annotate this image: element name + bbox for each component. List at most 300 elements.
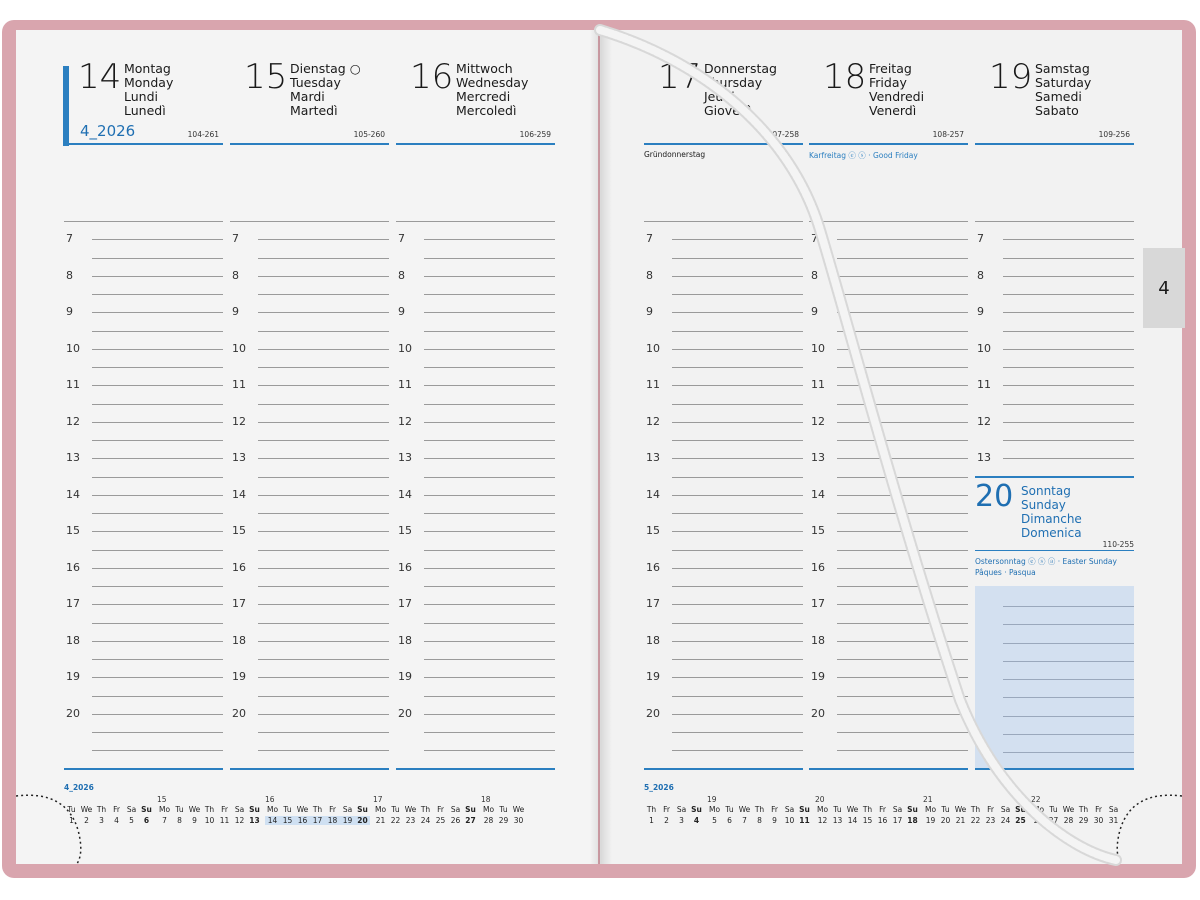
hour-label: 7 xyxy=(977,232,984,245)
hour-label: 7 xyxy=(232,232,239,245)
weekday-label: Th xyxy=(754,805,765,814)
weekday-label: Mo xyxy=(816,805,829,814)
day-of-year: 110-255 xyxy=(1102,540,1134,549)
hour-label: 20 xyxy=(232,707,246,720)
hour-line xyxy=(837,349,968,350)
day-of-year: 106-259 xyxy=(519,130,551,139)
half-hour-line xyxy=(92,477,223,478)
hour-label: 18 xyxy=(646,634,660,647)
right-page xyxy=(600,30,1182,864)
half-hour-line xyxy=(672,513,803,514)
weekday-label: Tu xyxy=(283,805,292,814)
day-column-18 xyxy=(809,30,968,864)
week-number: 20 xyxy=(815,795,825,804)
day-names: Samstag Saturday Samedi Sabato xyxy=(1035,61,1092,118)
half-hour-line xyxy=(424,659,555,660)
half-hour-line xyxy=(1003,404,1134,405)
week-number: 22 xyxy=(1031,795,1041,804)
weekday-label: Th xyxy=(862,805,873,814)
hour-label: 12 xyxy=(232,415,246,428)
date-cell: 25 xyxy=(435,816,446,825)
hour-line xyxy=(424,677,555,678)
half-hour-line xyxy=(837,404,968,405)
hour-label: 8 xyxy=(977,269,984,282)
hour-label: 8 xyxy=(66,269,73,282)
holiday-label: Karfreitag ⓔ ⓢ · Good Friday xyxy=(809,151,918,160)
half-hour-line xyxy=(837,477,968,478)
hour-label: 9 xyxy=(398,305,405,318)
weekday-label: We xyxy=(188,805,201,814)
half-hour-line xyxy=(837,367,968,368)
hour-line xyxy=(837,604,968,605)
weekday-label: Su xyxy=(799,805,810,814)
date-cell: 12 xyxy=(817,816,828,825)
hour-line xyxy=(672,604,803,605)
date-cell: 21 xyxy=(955,816,966,825)
date-cell: 16 xyxy=(877,816,888,825)
half-hour-line xyxy=(92,623,223,624)
half-hour-line xyxy=(837,440,968,441)
hour-line xyxy=(92,714,223,715)
hour-line xyxy=(424,641,555,642)
hour-label: 17 xyxy=(232,597,246,610)
weekday-label: Su xyxy=(357,805,368,814)
month-tab[interactable] xyxy=(1143,248,1185,328)
half-hour-line xyxy=(672,331,803,332)
hour-label: 13 xyxy=(398,451,412,464)
hour-line xyxy=(92,349,223,350)
half-hour-line xyxy=(672,750,803,751)
date-cell: 23 xyxy=(405,816,416,825)
hour-line xyxy=(424,276,555,277)
half-hour-line xyxy=(837,732,968,733)
hour-label: 11 xyxy=(811,378,825,391)
mini-calendar-label: 4_2026 xyxy=(64,783,94,792)
weekday-label: Fr xyxy=(437,805,444,814)
date-cell: 6 xyxy=(143,816,150,825)
hour-label: 14 xyxy=(66,488,80,501)
hour-line xyxy=(672,641,803,642)
half-hour-line xyxy=(92,258,223,259)
hour-line xyxy=(258,239,389,240)
sunday-number: 20 xyxy=(975,479,1014,514)
hour-label: 18 xyxy=(66,634,80,647)
weekday-label: Th xyxy=(204,805,215,814)
hour-line xyxy=(672,714,803,715)
weekday-label: Th xyxy=(1078,805,1089,814)
half-hour-line xyxy=(975,221,1134,222)
hour-line xyxy=(672,568,803,569)
weekday-label: Sa xyxy=(784,805,795,814)
hour-label: 18 xyxy=(232,634,246,647)
hour-label: 13 xyxy=(646,451,660,464)
hour-line xyxy=(258,531,389,532)
date-cell: 10 xyxy=(204,816,215,825)
hour-label: 14 xyxy=(232,488,246,501)
half-hour-line xyxy=(672,732,803,733)
date-cell: 11 xyxy=(219,816,230,825)
half-hour-line xyxy=(672,294,803,295)
weekday-label: Mo xyxy=(158,805,171,814)
hour-label: 9 xyxy=(811,305,818,318)
hour-label: 7 xyxy=(646,232,653,245)
sunday-names: Sonntag Sunday Dimanche Domenica xyxy=(1021,484,1082,540)
date-cell: 22 xyxy=(970,816,981,825)
date-cell: 28 xyxy=(483,816,494,825)
weekday-label: Su xyxy=(465,805,476,814)
hour-line xyxy=(424,385,555,386)
weekday-label: Fr xyxy=(113,805,120,814)
day-column-16 xyxy=(396,30,555,864)
hour-line xyxy=(92,239,223,240)
date-cell: 28 xyxy=(1063,816,1074,825)
hour-label: 7 xyxy=(398,232,405,245)
hour-line xyxy=(424,568,555,569)
hour-line xyxy=(92,422,223,423)
half-hour-line xyxy=(672,659,803,660)
hour-label: 11 xyxy=(232,378,246,391)
weekday-label: Fr xyxy=(771,805,778,814)
date-cell: 7 xyxy=(162,816,167,825)
hour-label: 12 xyxy=(398,415,412,428)
hour-label: 9 xyxy=(232,305,239,318)
hour-line xyxy=(837,239,968,240)
hour-label: 10 xyxy=(646,342,660,355)
hour-label: 13 xyxy=(66,451,80,464)
half-hour-line xyxy=(258,440,389,441)
date-cell: 30 xyxy=(513,816,524,825)
day-of-year: 108-257 xyxy=(932,130,964,139)
hour-label: 17 xyxy=(811,597,825,610)
half-hour-line xyxy=(837,586,968,587)
half-hour-line xyxy=(837,513,968,514)
sunday-line xyxy=(1003,697,1134,698)
hour-line xyxy=(672,276,803,277)
day-names: Freitag Friday Vendredi Venerdì xyxy=(869,61,925,118)
half-hour-line xyxy=(92,696,223,697)
weekday-label: Tu xyxy=(175,805,184,814)
day-number: 16 xyxy=(410,57,454,97)
day-footer-line xyxy=(644,768,803,770)
half-hour-line xyxy=(258,586,389,587)
hour-label: 15 xyxy=(398,524,412,537)
half-hour-line xyxy=(837,623,968,624)
hour-label: 12 xyxy=(977,415,991,428)
hour-label: 17 xyxy=(398,597,412,610)
weekday-label: Su xyxy=(907,805,918,814)
day-column-14 xyxy=(64,30,223,864)
sunday-block xyxy=(975,476,1134,770)
date-cell: 5 xyxy=(712,816,717,825)
hour-label: 19 xyxy=(66,670,80,683)
weekday-label: Mo xyxy=(708,805,721,814)
day-names: Donnerstag Thursday Jeudi Giovedì xyxy=(704,61,777,118)
hour-label: 11 xyxy=(66,378,80,391)
half-hour-line xyxy=(424,696,555,697)
hour-label: 11 xyxy=(398,378,412,391)
sunday-line xyxy=(1003,716,1134,717)
holiday-label: Gründonnerstag xyxy=(644,150,706,159)
hour-label: 13 xyxy=(232,451,246,464)
weekday-label: Tu xyxy=(499,805,508,814)
day-footer-line xyxy=(809,768,968,770)
weekday-label: Fr xyxy=(879,805,886,814)
half-hour-line xyxy=(258,367,389,368)
hour-label: 18 xyxy=(398,634,412,647)
date-cell: 13 xyxy=(832,816,843,825)
weekday-label: Th xyxy=(96,805,107,814)
date-cell: 20 xyxy=(355,816,370,825)
hour-label: 8 xyxy=(398,269,405,282)
day-names: Mittwoch Wednesday Mercredi Mercoledì xyxy=(456,61,529,118)
date-cell: 26 xyxy=(1033,816,1044,825)
hour-line xyxy=(837,495,968,496)
hour-label: 11 xyxy=(646,378,660,391)
hour-line xyxy=(672,239,803,240)
full-moon-icon: ○ xyxy=(349,61,361,76)
week-number: 18 xyxy=(481,795,491,804)
half-hour-line xyxy=(424,550,555,551)
hour-label: 12 xyxy=(811,415,825,428)
hour-label: 13 xyxy=(811,451,825,464)
hour-line xyxy=(837,641,968,642)
day-footer-line xyxy=(396,768,555,770)
half-hour-line xyxy=(424,623,555,624)
date-cell: 14 xyxy=(265,816,280,825)
day-column-17 xyxy=(644,30,803,864)
half-hour-line xyxy=(258,623,389,624)
mini-calendar-label: 5_2026 xyxy=(644,783,674,792)
half-hour-line xyxy=(1003,331,1134,332)
day-header-line xyxy=(64,143,223,145)
date-cell: 3 xyxy=(99,816,104,825)
half-hour-line xyxy=(672,696,803,697)
sunday-line xyxy=(1003,752,1134,753)
half-hour-line xyxy=(424,294,555,295)
day-of-year: 109-256 xyxy=(1098,130,1130,139)
date-cell: 11 xyxy=(799,816,810,825)
half-hour-line xyxy=(837,331,968,332)
hour-line xyxy=(92,458,223,459)
hour-line xyxy=(1003,458,1134,459)
sunday-line xyxy=(1003,679,1134,680)
weekday-label: Tu xyxy=(67,805,76,814)
hour-line xyxy=(672,495,803,496)
hour-label: 19 xyxy=(646,670,660,683)
hour-label: 16 xyxy=(811,561,825,574)
half-hour-line xyxy=(92,331,223,332)
half-hour-line xyxy=(672,623,803,624)
date-cell: 27 xyxy=(465,816,476,825)
half-hour-line xyxy=(396,221,555,222)
weekday-label: Tu xyxy=(1049,805,1058,814)
weekday-label: Fr xyxy=(1095,805,1102,814)
hour-line xyxy=(1003,239,1134,240)
half-hour-line xyxy=(809,221,968,222)
half-hour-line xyxy=(672,258,803,259)
half-hour-line xyxy=(1003,258,1134,259)
hour-line xyxy=(258,568,389,569)
hour-label: 15 xyxy=(811,524,825,537)
half-hour-line xyxy=(258,732,389,733)
weekday-label: Tu xyxy=(833,805,842,814)
day-footer-line xyxy=(230,768,389,770)
date-cell: 13 xyxy=(249,816,260,825)
hour-label: 9 xyxy=(66,305,73,318)
weekday-label: Sa xyxy=(234,805,245,814)
hour-label: 16 xyxy=(646,561,660,574)
weekday-label: Tu xyxy=(725,805,734,814)
weekday-label: Sa xyxy=(1108,805,1119,814)
hour-line xyxy=(258,677,389,678)
weekday-label: Mo xyxy=(266,805,279,814)
hour-label: 18 xyxy=(811,634,825,647)
weekday-label: Sa xyxy=(676,805,687,814)
half-hour-line xyxy=(644,221,803,222)
date-cell: 14 xyxy=(847,816,858,825)
day-number: 15 xyxy=(244,57,288,97)
hour-label: 10 xyxy=(66,342,80,355)
hour-line xyxy=(837,568,968,569)
week-number: 16 xyxy=(265,795,275,804)
hour-line xyxy=(92,677,223,678)
half-hour-line xyxy=(837,550,968,551)
date-cell: 21 xyxy=(375,816,386,825)
sunday-line xyxy=(1003,661,1134,662)
day-footer-line xyxy=(975,768,1134,770)
hour-line xyxy=(258,276,389,277)
sunday-line xyxy=(1003,606,1134,607)
day-header-line xyxy=(975,143,1134,145)
half-hour-line xyxy=(424,258,555,259)
month-tab-label: 4 xyxy=(1158,277,1170,299)
hour-line xyxy=(424,458,555,459)
hour-label: 19 xyxy=(232,670,246,683)
half-hour-line xyxy=(92,586,223,587)
hour-line xyxy=(424,312,555,313)
weekday-label: Th xyxy=(420,805,431,814)
month-label: 4_2026 xyxy=(80,122,136,140)
hour-label: 17 xyxy=(646,597,660,610)
half-hour-line xyxy=(92,404,223,405)
weekday-label: Sa xyxy=(1000,805,1011,814)
hour-label: 9 xyxy=(646,305,653,318)
date-cell: 7 xyxy=(742,816,747,825)
weekday-label: Mo xyxy=(374,805,387,814)
weekday-label: Fr xyxy=(987,805,994,814)
half-hour-line xyxy=(424,750,555,751)
weekday-label: Fr xyxy=(221,805,228,814)
weekday-label: Fr xyxy=(329,805,336,814)
hour-label: 17 xyxy=(66,597,80,610)
half-hour-line xyxy=(837,696,968,697)
weekday-label: Th xyxy=(312,805,323,814)
date-cell: 20 xyxy=(940,816,951,825)
date-cell: 30 xyxy=(1093,816,1104,825)
date-cell: 15 xyxy=(280,816,295,825)
date-cell: 19 xyxy=(340,816,355,825)
half-hour-line xyxy=(1003,367,1134,368)
date-cell: 8 xyxy=(177,816,182,825)
half-hour-line xyxy=(1003,440,1134,441)
hour-line xyxy=(1003,312,1134,313)
day-names: Montag Monday Lundi Lunedì xyxy=(124,61,174,118)
hour-line xyxy=(92,495,223,496)
date-cell: 18 xyxy=(907,816,918,825)
day-number: 17 xyxy=(658,57,702,97)
hour-label: 20 xyxy=(646,707,660,720)
half-hour-line xyxy=(92,659,223,660)
hour-label: 7 xyxy=(811,232,818,245)
weekday-label: Th xyxy=(970,805,981,814)
weekday-label: We xyxy=(296,805,309,814)
half-hour-line xyxy=(424,586,555,587)
hour-line xyxy=(672,385,803,386)
date-cell: 2 xyxy=(84,816,89,825)
day-column-15 xyxy=(230,30,389,864)
week-number: 21 xyxy=(923,795,933,804)
day-number: 18 xyxy=(823,57,867,97)
week-number: 19 xyxy=(707,795,717,804)
hour-line xyxy=(258,312,389,313)
hour-line xyxy=(672,422,803,423)
half-hour-line xyxy=(258,696,389,697)
hour-line xyxy=(424,495,555,496)
date-cell: 26 xyxy=(450,816,461,825)
day-number: 19 xyxy=(989,57,1033,97)
hour-line xyxy=(672,531,803,532)
hour-label: 11 xyxy=(977,378,991,391)
date-cell: 17 xyxy=(310,816,325,825)
day-of-year: 104-261 xyxy=(187,130,219,139)
hour-line xyxy=(424,531,555,532)
half-hour-line xyxy=(424,732,555,733)
hour-label: 16 xyxy=(66,561,80,574)
weekday-label: Sa xyxy=(450,805,461,814)
weekday-label: Su xyxy=(249,805,260,814)
half-hour-line xyxy=(258,513,389,514)
hour-line xyxy=(92,568,223,569)
page-curve-decoration xyxy=(16,790,96,864)
date-cell: 12 xyxy=(234,816,245,825)
hour-label: 16 xyxy=(398,561,412,574)
hour-label: 19 xyxy=(398,670,412,683)
hour-label: 10 xyxy=(977,342,991,355)
hour-line xyxy=(424,239,555,240)
hour-line xyxy=(837,531,968,532)
weekday-label: We xyxy=(404,805,417,814)
date-cell: 9 xyxy=(772,816,777,825)
hour-label: 10 xyxy=(398,342,412,355)
half-hour-line xyxy=(837,750,968,751)
date-cell: 5 xyxy=(129,816,134,825)
hour-label: 16 xyxy=(232,561,246,574)
half-hour-line xyxy=(92,550,223,551)
half-hour-line xyxy=(64,221,223,222)
hour-line xyxy=(92,276,223,277)
hour-line xyxy=(258,641,389,642)
day-header-line xyxy=(396,143,555,145)
half-hour-line xyxy=(424,440,555,441)
hour-line xyxy=(837,458,968,459)
hour-line xyxy=(258,349,389,350)
date-cell: 1 xyxy=(69,816,74,825)
half-hour-line xyxy=(258,404,389,405)
weekday-label: We xyxy=(512,805,525,814)
half-hour-line xyxy=(258,258,389,259)
weekday-label: Mo xyxy=(1032,805,1045,814)
weekday-label: Su xyxy=(141,805,152,814)
